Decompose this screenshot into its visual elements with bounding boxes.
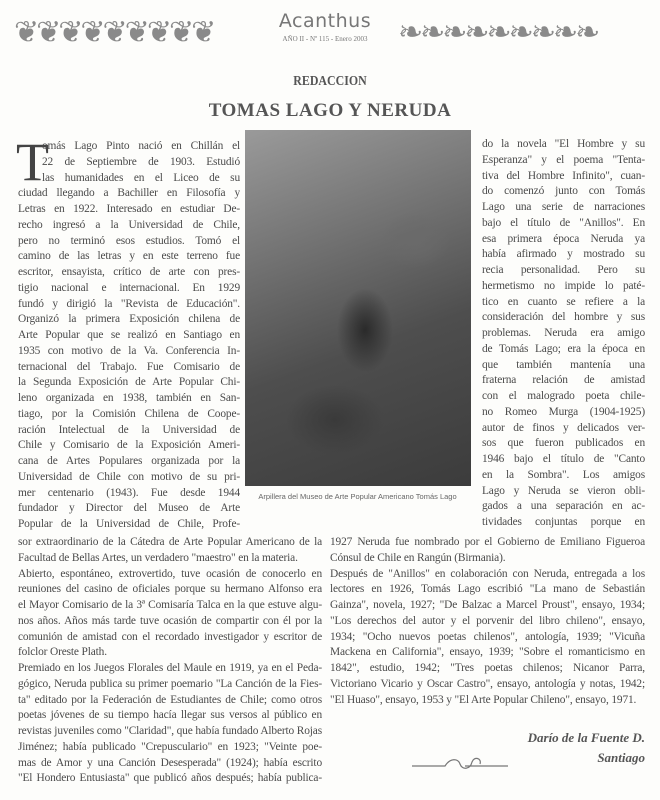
text-line: problemas. Neruda era amigo <box>482 327 645 339</box>
text-line: ta" editado por la Federación de Estudiantes de Chile; como otros <box>18 693 322 706</box>
text-line: esa primera época Neruda ya <box>482 232 645 245</box>
text-line: Jiménez; había publicado "Crepusculario" en 1923; "Veinte poe- <box>18 740 322 753</box>
text-line: Arte Popular que se realizó en Santiago en <box>18 329 240 341</box>
text-line: Premiado en los Juegos Florales del Maule en 1919, ya en el Peda- <box>18 662 322 674</box>
right-wide-column <box>330 535 645 708</box>
photo-caption: Arpillera del Museo de Arte Popular Americano Tomás Lago <box>258 492 457 501</box>
author-location: Santiago <box>597 750 645 765</box>
text-line: Popular de la Universidad de Chile, Profe- <box>18 518 240 530</box>
text-line: pero no terminó esos estudios. Tomó el <box>18 234 240 247</box>
author-signature: Darío de la Fuente D. <box>527 730 645 745</box>
text-line: había afirmado y mostrado su <box>482 248 645 261</box>
text-line: mas de Amor y una Canción Desesperada" (1924); había escrito <box>18 756 322 769</box>
text-line: revistas juveniles como "Claridad", que había fundado Alberto Rojas <box>18 725 322 737</box>
magazine-title: Acanthus <box>278 10 372 32</box>
text-line: Mackena en California", ensayo, 1939; "Sobre el romanticismo en <box>330 646 645 659</box>
right-column <box>482 137 645 531</box>
left-column <box>16 132 240 533</box>
header-ornament-right: ❧❧❧❧❧❧❧❧❧ <box>398 15 598 49</box>
text-line: "Los derechos del autor y el porvenir del libro chileno", ensayo, <box>330 614 645 627</box>
text-line: las humanidades en el Liceo de su <box>42 171 240 184</box>
text-line: leno organizada en 1938, también en San- <box>18 392 240 404</box>
section-heading: REDACCION <box>293 74 367 89</box>
text-line: Después de "Anillos" en colaboración con Neruda, entregada a los <box>330 567 645 580</box>
text-line: que también mantenía una <box>482 358 645 371</box>
text-line: recho ingresó a la Universidad de Chile, <box>18 218 240 231</box>
text-line: tiago, por la Comisión Chilena de Coope- <box>18 407 240 420</box>
text-line: fundó y dirigió la "Revista de Educación". <box>18 297 240 310</box>
text-line: Organizó la primera Exposición chilena de <box>18 313 240 326</box>
text-line: do comenzó junto con Tomás <box>482 185 645 198</box>
text-line: camino de las letras y en este terreno fue <box>18 250 240 263</box>
text-line: escritor, ensayista, crítico de arte con pres- <box>18 266 240 278</box>
text-line: gados a una separación en ac- <box>482 500 645 513</box>
text-line: con el malogrado poeta chile- <box>482 390 645 402</box>
text-line: 1934; "Ocho nuevos poetas chilenos", antología, 1939; "Vicuña <box>330 630 645 643</box>
text-line: omás Lago Pinto nació en Chillán el <box>42 140 240 152</box>
text-line: cana de Artes Populares organizada por la <box>18 455 240 467</box>
left-wide-column <box>18 535 322 787</box>
text-line: 1842", estudio, 1942; "Tres poetas chilenos; Nicanor Parra, <box>330 662 645 674</box>
text-line: Cónsul de Chile en Rangún (Birmania). <box>330 551 506 564</box>
text-line: consideración del hombre y sus <box>482 311 645 324</box>
issue-info: AÑO II - Nº 115 - Enero 2003 <box>282 35 368 43</box>
text-line: "El Hondero Entusiasta" que publicó años después; había publica- <box>18 772 322 785</box>
text-line: no Romeo Murga (1904-1925) <box>482 405 645 418</box>
header-ornament-left: ❦❦❦❦❦❦❦❦❦ <box>14 15 214 49</box>
text-line: comunión de amistad con el recordado investigador y escritor de <box>18 630 322 643</box>
text-line: sor extraordinario de la Cátedra de Arte Popular Americano de la <box>18 536 322 548</box>
text-line: tiva del Hombre Infinito", cuan- <box>482 169 645 182</box>
text-line: fraterna relación de amistad <box>482 374 645 387</box>
text-line: "El Huaso", ensayo, 1953 y "El Arte Popular Chileno", ensayo, 1971. <box>330 693 637 706</box>
text-line: nos años. Años más tarde tuve ocasión de compartir con él por la <box>18 614 322 627</box>
text-line: poetas jóvenes de su tiempo hacía llegar sus versos al público en <box>18 709 322 722</box>
text-line: ración Intelectual de la Universidad de <box>18 423 240 436</box>
text-line: Victoriano Vicario y Oscar Castro", ensayo, antología y notas, 1942; <box>330 677 645 690</box>
text-line: folclor Oreste Plath. <box>18 646 107 659</box>
text-line: ciudad llegando a Bachiller en Filosofía y <box>18 187 240 200</box>
text-line: hermetismo no impide lo paté- <box>482 279 645 292</box>
arpillera-photo <box>245 130 471 486</box>
text-line: Letras en 1922. Interesado en estudiar De- <box>18 203 240 215</box>
text-line: gógico, Neruda publica su primer poemario "La Canción de la Fies- <box>18 677 322 690</box>
text-line: 1935 con motivo de la Va. Conferencia In- <box>18 344 240 357</box>
text-line: Lago y Neruda se vieron obli- <box>482 484 645 497</box>
text-line: bajo el título de "Anillos". En <box>482 216 645 229</box>
text-line: 22 de Septiembre de 1903. Estudió <box>42 155 240 168</box>
text-line: el Mayor Comisario de la 3ª Comisaría Talca en la que estuve algu- <box>18 599 322 611</box>
text-line: Abierto, espontáneo, extrovertido, tuve ocasión de conocerlo en <box>18 567 322 580</box>
text-line: reuniones del casino de oficiales porque su hermano Alfonso era <box>18 583 322 596</box>
text-line: fundador y Director del Museo de Arte <box>18 502 240 515</box>
text-line: Facultad de Bellas Artes, un verdadero "maestro" en la materia. <box>18 551 298 564</box>
text-line: autor de finos y delicados ver- <box>482 421 645 434</box>
text-line: mer centenario (1943). Fue desde 1944 <box>18 486 240 499</box>
end-ornament-icon <box>410 754 510 774</box>
text-line: 1946 bajo el título de "Canto <box>482 453 645 465</box>
text-line: do la novela "El Hombre y su <box>482 138 645 150</box>
text-line: tividades conjuntas porque en <box>482 516 645 528</box>
text-line: la Segunda Exposición de Arte Popular Chi- <box>18 376 240 389</box>
text-line: Lago una serie de narraciones <box>482 201 645 213</box>
text-line: recia personalidad. Pero su <box>482 264 645 276</box>
text-line: Chile y Comisario de la Exposición Ameri- <box>18 439 240 452</box>
text-line: Gainza", novela, 1927; "De Balzac a Marcel Proust", ensayo, 1934; <box>330 599 645 611</box>
text-line: tigio nacional e internacional. En 1929 <box>18 281 240 294</box>
text-line: Universidad de Chile con motivo de su pri- <box>18 470 240 483</box>
text-line: de Tomás Lago; era la época en <box>482 342 645 355</box>
text-line: sos que fueron publicados en <box>482 437 645 450</box>
drop-cap: T <box>16 132 49 192</box>
article-title: TOMAS LAGO Y NERUDA <box>208 100 452 121</box>
text-line: en la Sombra". Los amigos <box>482 468 645 481</box>
text-line: lectores en 1926, Tomás Lago escribió "La mano de Sebastián <box>330 583 645 596</box>
text-line: tico en cuanto se refiere a la <box>482 295 645 308</box>
text-line: ternacional del Trabajo. Fue Comisario de <box>18 360 240 373</box>
text-line: 1927 Neruda fue nombrado por el Gobierno de Emiliano Figueroa <box>330 536 645 548</box>
text-line: Esperanza" y el poema "Tenta- <box>482 153 645 166</box>
